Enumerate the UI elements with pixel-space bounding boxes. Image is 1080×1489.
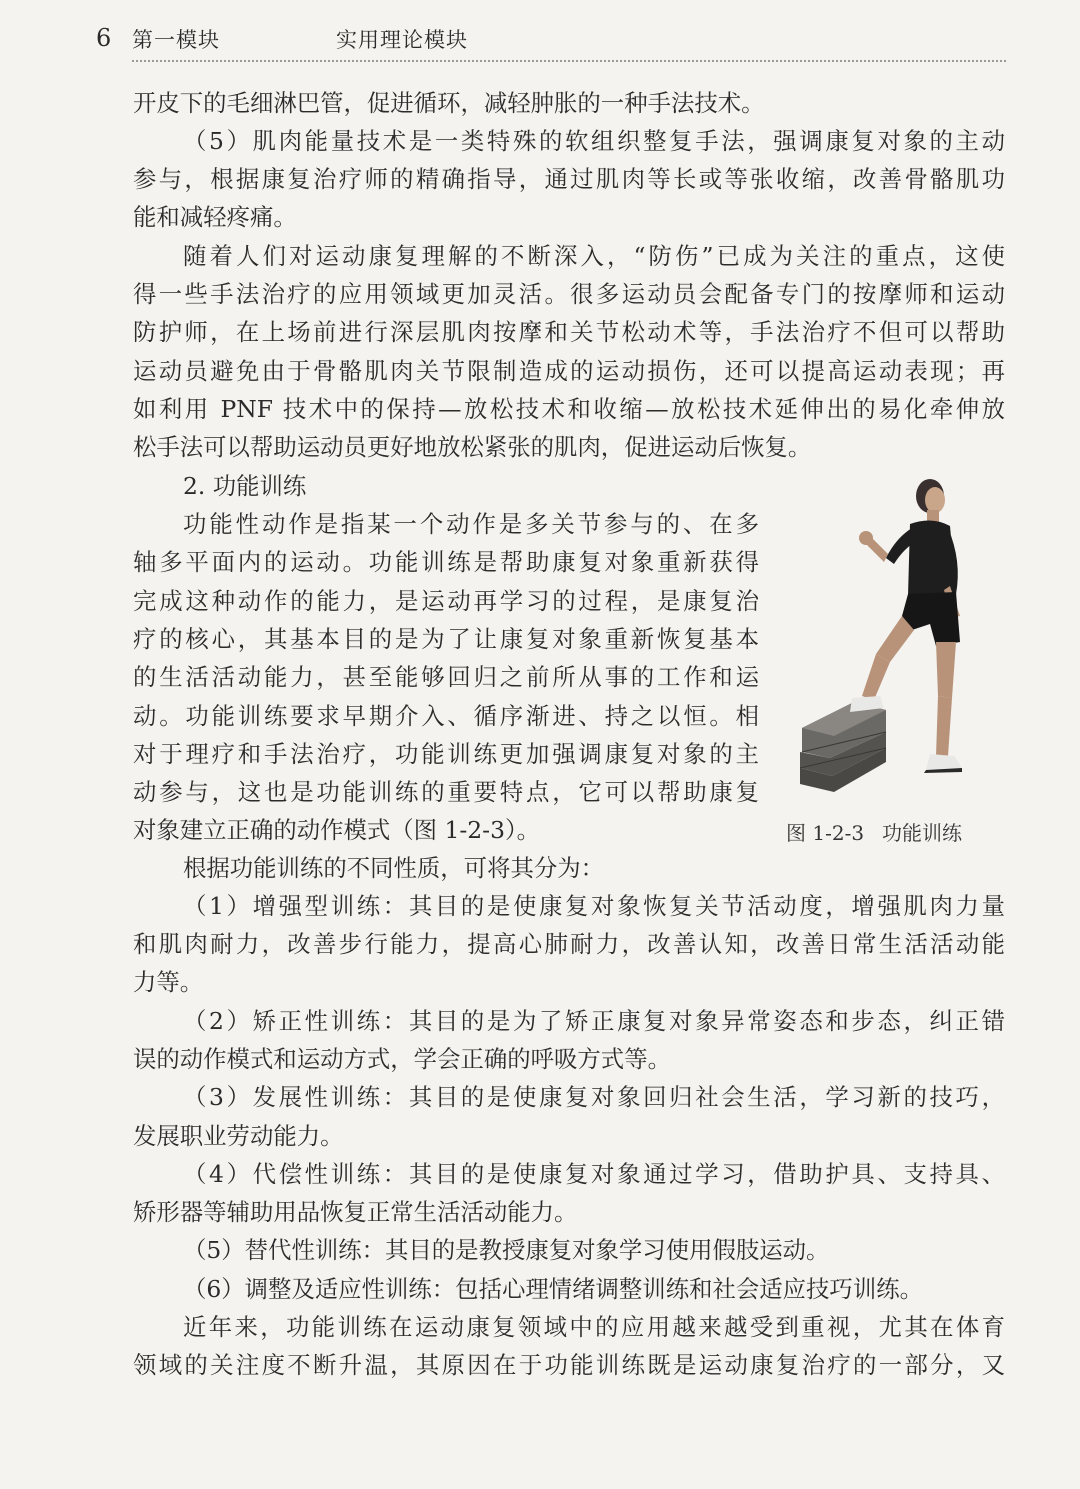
step-up-photo [790,466,1010,816]
text-line: （5）替代性训练：其目的是教授康复对象学习使用假肢运动。 [183,1236,830,1264]
text-line: 松手法可以帮助运动员更好地放松紧张的肌肉，促进运动后恢复。 [133,433,812,461]
text-line: 动参与，这也是功能训练的重要特点，它可以帮助康复 [133,778,759,806]
text-line: 轴多平面内的运动。功能训练是帮助康复对象重新获得 [133,548,759,576]
text-line: （6）调整及适应性训练：包括心理情绪调整训练和社会适应技巧训练。 [183,1275,923,1303]
text-line: （2）矫正性训练：其目的是为了矫正康复对象异常姿态和步态，纠正错 [183,1007,1005,1035]
text-line: 得一些手法治疗的应用领域更加灵活。很多运动员会配备专门的按摩师和运动 [133,280,1005,308]
text-line: 和肌肉耐力，改善步行能力，提高心肺耐力，改善认知，改善日常生活活动能 [133,930,1005,958]
text-line: （3）发展性训练：其目的是使康复对象回归社会生活，学习新的技巧， [183,1083,1005,1111]
text-line: 随着人们对运动康复理解的不断深入，“防伤”已成为关注的重点，这使 [183,242,1005,270]
text-line: 参与，根据康复治疗师的精确指导，通过肌肉等长或等张收缩，改善骨骼肌功 [133,165,1005,193]
page-number: 6 [96,24,113,52]
figure-number: 图 1-2-3 [786,821,865,845]
text-line: 如利用 PNF 技术中的保持—放松技术和收缩—放松技术延伸出的易化牵伸放 [133,395,1005,423]
text-line: （5）肌肉能量技术是一类特殊的软组织整复手法，强调康复对象的主动 [183,127,1005,155]
section-title: 实用理论模块 [336,28,468,52]
text-line: 根据功能训练的不同性质，可将其分为： [183,854,605,882]
text-line: （1）增强型训练：其目的是使康复对象恢复关节活动度，增强肌肉力量 [183,892,1005,920]
text-line: 功能性动作是指某一个动作是多关节参与的、在多 [183,510,759,538]
step-platform [800,702,886,792]
figure-caption [786,818,962,848]
text-line: 运动员避免由于骨骼肌肉关节限制造成的运动损伤，还可以提高运动表现；再 [133,357,1005,385]
text-line: 疗的核心，其基本目的是为了让康复对象重新恢复基本 [133,625,759,653]
text-line: 能和减轻疼痛。 [133,203,297,231]
text-line: 的生活活动能力，甚至能够回归之前所从事的工作和运 [133,663,759,691]
running-header [96,22,1006,56]
text-line: 矫形器等辅助用品恢复正常生活活动能力。 [133,1198,578,1226]
text-line: 对于理疗和手法治疗，功能训练更加强调康复对象的主 [133,740,759,768]
text-line: 误的动作模式和运动方式，学会正确的呼吸方式等。 [133,1045,671,1073]
text-line: 防护师，在上场前进行深层肌肉按摩和关节松动术等，手法治疗不但可以帮助 [133,318,1005,346]
text-line: 领域的关注度不断升温，其原因在于功能训练既是运动康复治疗的一部分，又 [133,1351,1005,1379]
text-line: 动。功能训练要求早期介入、循序渐进、持之以恒。相 [133,702,759,730]
header-rule [132,60,1006,62]
text-line: 对象建立正确的动作模式（图 1-2-3）。 [133,816,541,844]
text-line: 近年来，功能训练在运动康复领域中的应用越来越受到重视，尤其在体育 [183,1313,1005,1341]
figure-title: 功能训练 [882,821,963,845]
text-line: 力等。 [133,968,204,996]
text-line: （4）代偿性训练：其目的是使康复对象通过学习，借助护具、支持具、 [183,1160,1005,1188]
figure-photo [790,466,1010,816]
text-line: 发展职业劳动能力。 [133,1122,344,1150]
text-line: 开皮下的毛细淋巴管，促进循环，减轻肿胀的一种手法技术。 [133,89,765,117]
module-title: 第一模块 [132,28,220,52]
text-line: 完成这种动作的能力，是运动再学习的过程，是康复治 [133,587,759,615]
subsection-heading: 2. 功能训练 [183,472,307,500]
